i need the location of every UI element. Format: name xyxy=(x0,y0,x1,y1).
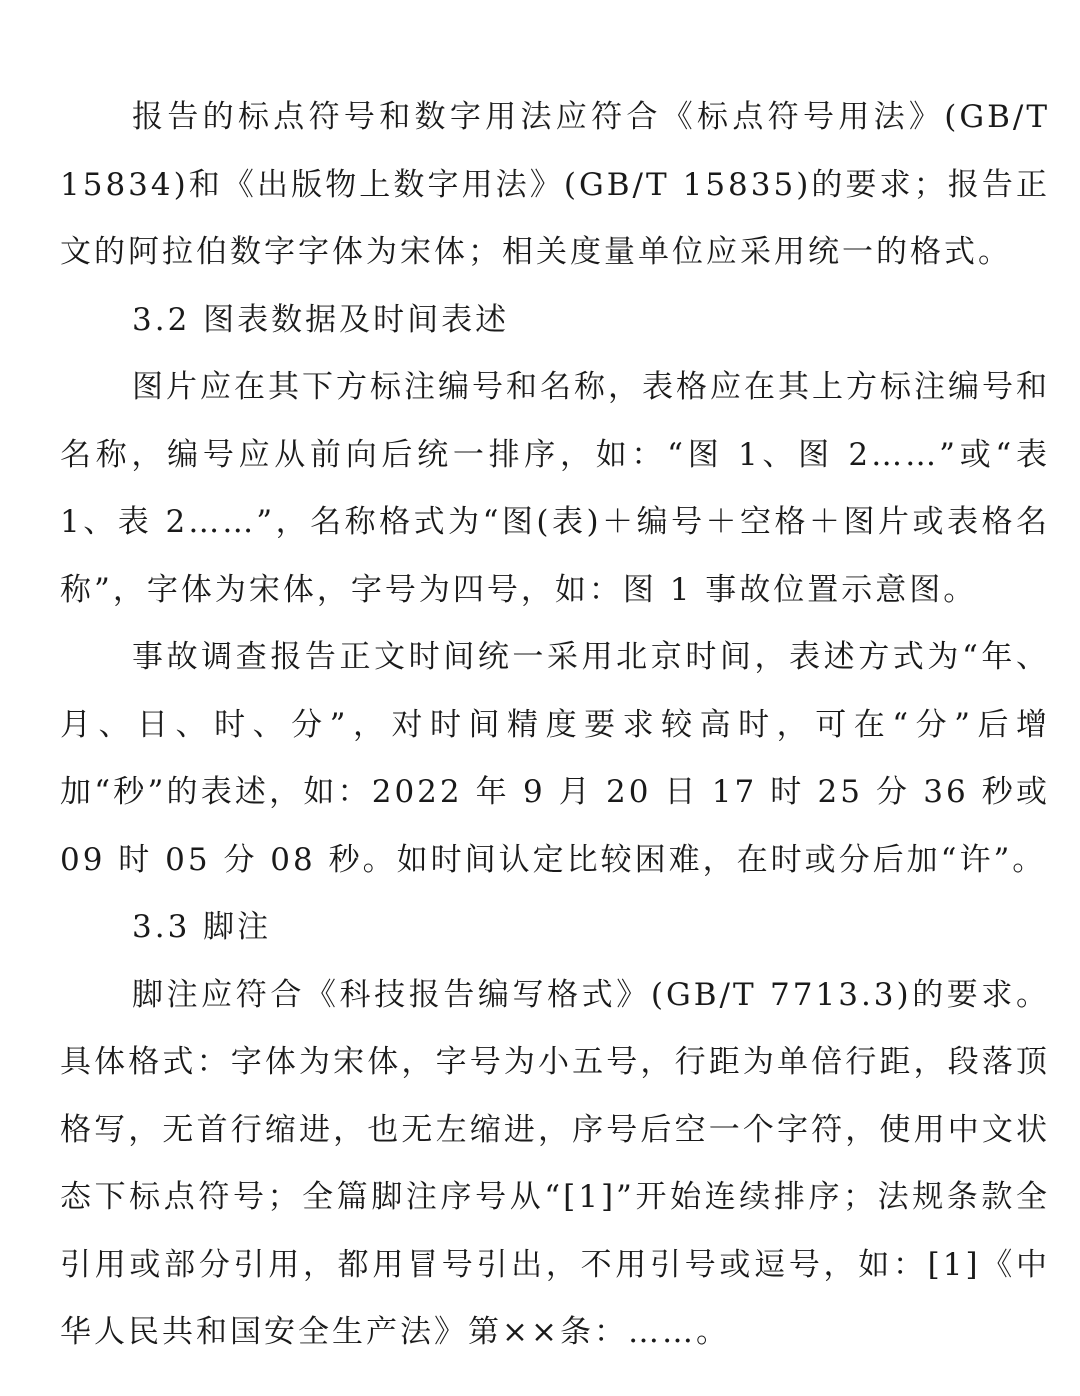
paragraph-figure-table-numbering: 图片应在其下方标注编号和名称，表格应在其上方标注编号和名称，编号应从前向后统一排序，如：“图 1、图 2……”或“表 1、表 2……”，名称格式为“图(表)＋编号＋空格＋图片或表格名称”，字体为宋体，字号为四号，如：图 1 事故位置示意图。 xyxy=(60,369,1050,608)
paragraph-time-expression: 事故调查报告正文时间统一采用北京时间，表述方式为“年、月、日、时、分”，对时间精度要求较高时，可在“分”后增加“秒”的表述，如：2022 年 9 月 20 日 17 时 25 分 36 秒或 09 时 05 分 08 秒。如时间认定比较困难，在时或分后加“许”。 xyxy=(60,639,1050,878)
document-page xyxy=(60,84,1050,1367)
section-heading-3-3: 3.3 脚注 xyxy=(132,909,272,945)
paragraph-footnote-format: 脚注应符合《科技报告编写格式》(GB/T 7713.3)的要求。具体格式：字体为宋体，字号为小五号，行距为单倍行距，段落顶格写，无首行缩进，也无左缩进，序号后空一个字符，使用中文状态下标点符号；全篇脚注序号从“[1]”开始连续排序；法规条款全引用或部分引用，都用冒号引出，不用引号或逗号，如：[1]《中华人民共和国安全生产法》第××条：……。 xyxy=(60,976,1050,1350)
paragraph-punctuation-rules: 报告的标点符号和数字用法应符合《标点符号用法》(GB/T 15834)和《出版物上数字用法》(GB/T 15835)的要求；报告正文的阿拉伯数字字体为宋体；相关度量单位应采用统一的格式。 xyxy=(60,99,1050,270)
section-heading-3-2: 3.2 图表数据及时间表述 xyxy=(132,301,510,338)
